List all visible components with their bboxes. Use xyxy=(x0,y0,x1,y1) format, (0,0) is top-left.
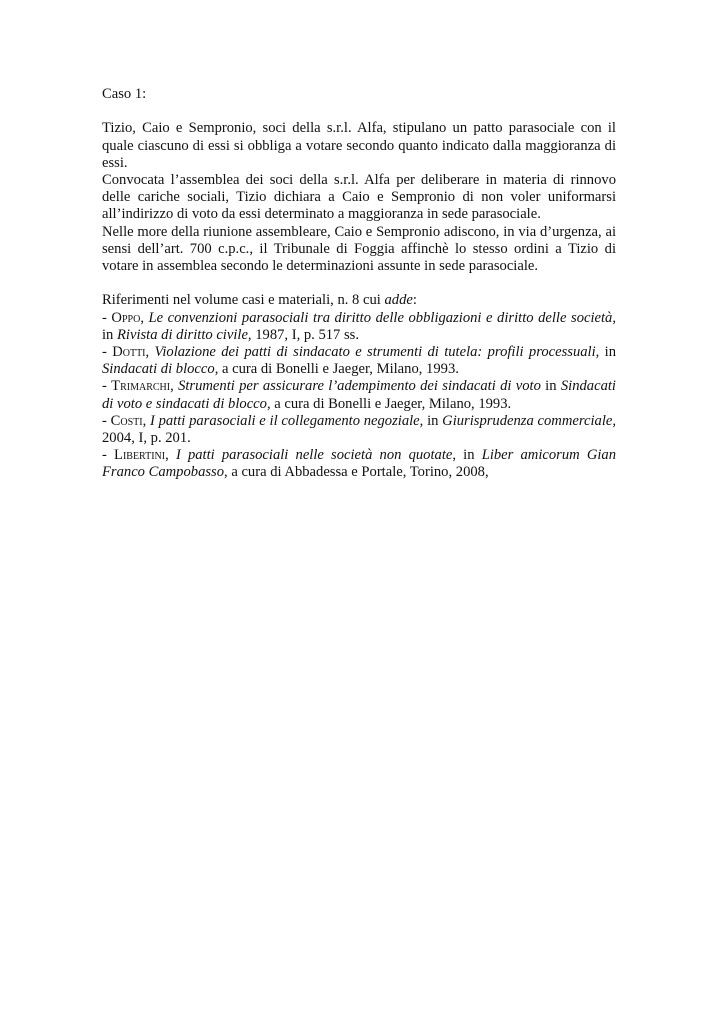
reference-title: Strumenti per assicurare l’adempimento dei sindacati di voto xyxy=(178,378,541,395)
paragraph-pact: Tizio, Caio e Sempronio, soci della s.r.l. Alfa, stipulano un patto parasociale con il quale ciascuno di essi si obbliga a votare secondo quanto indicato dalla maggioranza di essi. xyxy=(102,120,616,171)
reference-title: I patti parasociali e il collegamento negoziale xyxy=(149,412,420,429)
spacer xyxy=(102,103,616,120)
reference-item-libertini: - Libertini, I patti parasociali nelle società non quotate, in Liber amicorum Gian Franco Campobasso, a cura di Abbadessa e Portale, Torino, 2008, xyxy=(102,447,617,481)
reference-source: Giurisprudenza commerciale, xyxy=(442,412,616,429)
paragraph-assembly: Convocata l’assemblea dei soci della s.r.l. Alfa per deliberare in materia di rinnovo delle cariche sociali, Tizio dichiara a Caio e Sempronio di non voler uniformarsi all’indirizzo di voto da essi determinato a maggioranza in sede parasociale. xyxy=(102,172,616,223)
reference-author: Costi xyxy=(110,412,143,429)
references-intro: Riferimenti nel volume casi e materiali, n. 8 cui adde: xyxy=(102,292,417,309)
reference-author: Trimarchi xyxy=(111,378,171,395)
case-heading: Caso 1: xyxy=(102,86,147,102)
reference-source: Sindacati di blocco xyxy=(102,361,215,378)
reference-title: I patti parasociali nelle società non quotate xyxy=(175,447,453,464)
reference-author: Oppo xyxy=(111,309,141,326)
reference-source: Liber amicorum Gian Franco Campobasso xyxy=(102,447,617,481)
reference-author: Libertini xyxy=(114,447,166,464)
reference-source: Rivista di diritto civile, xyxy=(117,326,252,343)
reference-item-costi: - Costi, I patti parasociali e il collegamento negoziale, in Giurisprudenza commerciale, 2004, I, p. 201. xyxy=(102,412,616,447)
document-body xyxy=(102,86,616,482)
reference-item-dotti: - Dotti, Violazione dei patti di sindacato e strumenti di tutela: profili processuali, in Sindacati di blocco, a cura di Bonelli e Jaeger, Milano, 1993. xyxy=(102,344,617,378)
paragraph-urgency: Nelle more della riunione assembleare, Caio e Sempronio adiscono, in via d’urgenza, ai sensi dell’art. 700 c.p.c., il Tribunale di Foggia affinchè lo stesso ordini a Tizio di votare in assemblea secondo le determinazioni assunte in sede parasociale. xyxy=(102,223,616,275)
reference-source: Sindacati di voto e sindacati di blocco xyxy=(102,378,616,412)
reference-title: Le convenzioni parasociali tra diritto delle obbligazioni e diritto delle società xyxy=(148,309,613,326)
reference-item-trimarchi: - Trimarchi, Strumenti per assicurare l’adempimento dei sindacati di voto in Sindacati di voto e sindacati di blocco, a cura di Bonelli e Jaeger, Milano, 1993. xyxy=(102,378,616,412)
reference-item-oppo: - Oppo, Le convenzioni parasociali tra diritto delle obbligazioni e diritto delle società, in Rivista di diritto civile, 1987, I, p. 517 ss. xyxy=(102,309,617,343)
spacer xyxy=(102,275,616,292)
reference-author: Dotti xyxy=(112,344,146,361)
reference-title: Violazione dei patti di sindacato e strumenti di tutela: profili processuali xyxy=(154,344,596,361)
